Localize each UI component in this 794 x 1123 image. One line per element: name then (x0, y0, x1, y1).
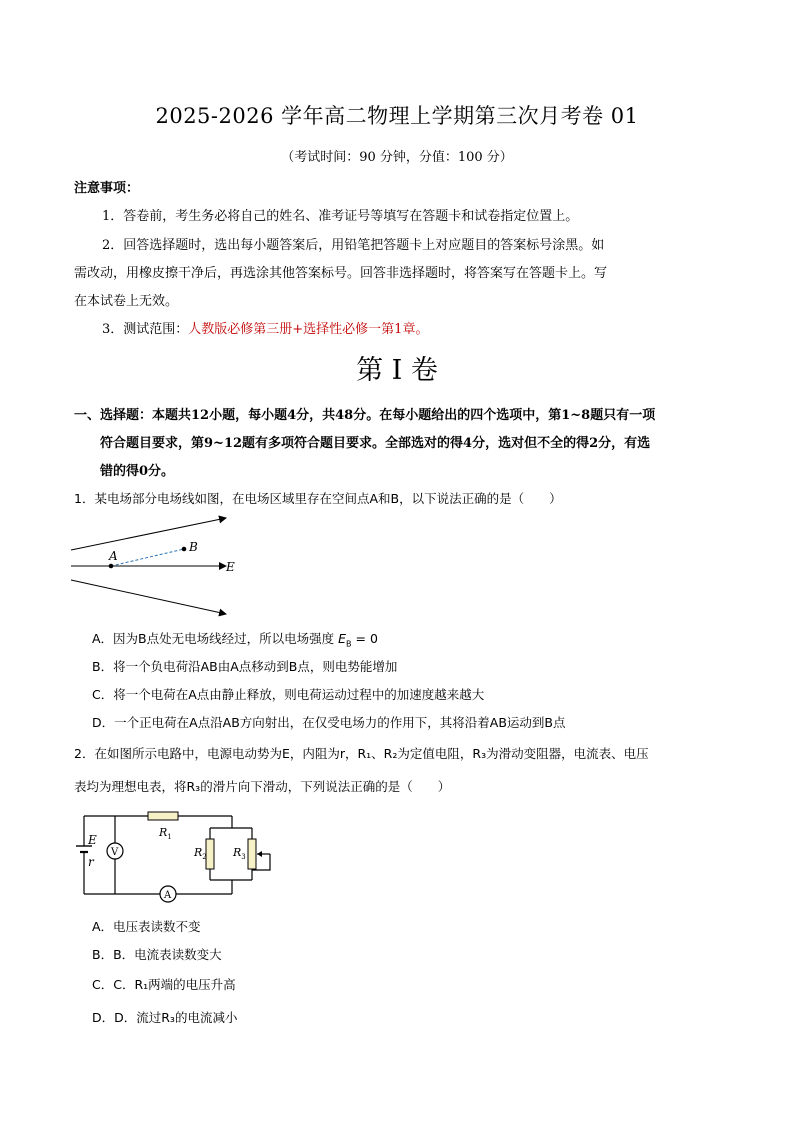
circuit-figure (70, 806, 290, 906)
label-e: E (88, 833, 97, 847)
note-item-2-line2: 需改动，用橡皮擦干净后，再选涂其他答案标号。回答非选择题时，将答案写在答题卡上。写 (74, 266, 608, 281)
option-a-tail: = 0 (351, 631, 378, 646)
field-line-upper (71, 518, 226, 550)
segment-ab (111, 549, 184, 566)
section-heading-line2: 符合题目要求，第9~12题有多项符合题目要求。全部选对的得4分，选对但不全的得2分，有选 (100, 436, 651, 451)
question-2-option-b: B．B．电流表读数变大 (92, 947, 222, 962)
question-2-option-c: C．C．R₁两端的电压升高 (92, 977, 236, 992)
label-r2: $R_2$ (194, 846, 207, 861)
question-1-option-a (92, 629, 378, 649)
label-r3: $R_3$ (233, 846, 246, 861)
ammeter-label: A (164, 890, 172, 901)
question-2-stem-line2: 表均为理想电表，将R₃的滑片向下滑动，下列说法正确的是（ ） (74, 779, 451, 794)
question-1-option-d: D．一个正电荷在A点沿AB方向射出，在仅受电场力的作用下，其将沿着AB运动到B点 (92, 715, 566, 730)
note-item-2-line1: 2．回答选择题时，选出每小题答案后，用铅笔把答题卡上对应题目的答案标号涂黑。如 (102, 238, 605, 253)
volume-title: 第 I 卷 (356, 355, 438, 386)
section-heading-line3: 错的得0分。 (100, 464, 175, 479)
option-a-symbol: E (338, 631, 347, 646)
note-item-3 (102, 318, 428, 337)
question-2-stem-line1: 2．在如图所示电路中，电源电动势为E，内阻为r，R₁、R₂为定值电阻，R₃为滑动变阻器，电流表、电压 (74, 746, 649, 761)
test-scope: 人教版必修第三册+选择性必修一第1章。 (188, 322, 429, 337)
label-r1: $R_1$ (159, 826, 172, 841)
question-1-option-c: C．将一个电荷在A点由静止释放，则电荷运动过程中的加速度越来越大 (92, 687, 485, 702)
slider-arrowhead (257, 851, 262, 857)
option-a-text: A．因为B点处无电场线经过，所以电场强度 (92, 631, 335, 646)
question-2-option-a: A．电压表读数不变 (92, 919, 201, 934)
page-title: 2025-2026 学年高二物理上学期第三次月考卷 01 (155, 104, 639, 128)
exam-info: （考试时间：90 分钟，分值：100 分） (281, 150, 513, 165)
electric-field-figure (66, 510, 266, 620)
point-b (182, 547, 187, 552)
resistor-r1 (148, 812, 178, 820)
note-item-2-line3: 在本试卷上无效。 (74, 294, 179, 309)
section-heading-line1: 一、选择题：本题共12小题，每小题4分，共48分。在每小题给出的四个选项中，第1~8题只有一项 (74, 408, 656, 423)
resistor-r2 (206, 839, 214, 869)
label-r: r (88, 855, 94, 869)
question-2-option-d: D．D．流过R₃的电流减小 (92, 1010, 238, 1025)
question-1-option-b: B．将一个负电荷沿AB由A点移动到B点，则电势能增加 (92, 659, 398, 674)
voltmeter-label: V (111, 847, 119, 858)
field-line-lower (71, 580, 226, 614)
point-a (109, 564, 114, 569)
question-1-stem: 1．某电场部分电场线如图，在电场区域里存在空间点A和B，以下说法正确的是（ ） (74, 491, 562, 506)
label-e: E (226, 560, 235, 574)
label-a: A (109, 549, 118, 563)
note-item-1: 1．答卷前，考生务必将自己的姓名、准考证号等填写在答题卡和试卷指定位置上。 (102, 209, 579, 224)
option-a-subscript: B (346, 639, 352, 649)
rheostat-r3 (248, 839, 256, 869)
note-item-3-prefix: 3．测试范围： (102, 322, 189, 337)
notes-heading: 注意事项： (74, 181, 140, 196)
label-b: B (189, 540, 198, 554)
